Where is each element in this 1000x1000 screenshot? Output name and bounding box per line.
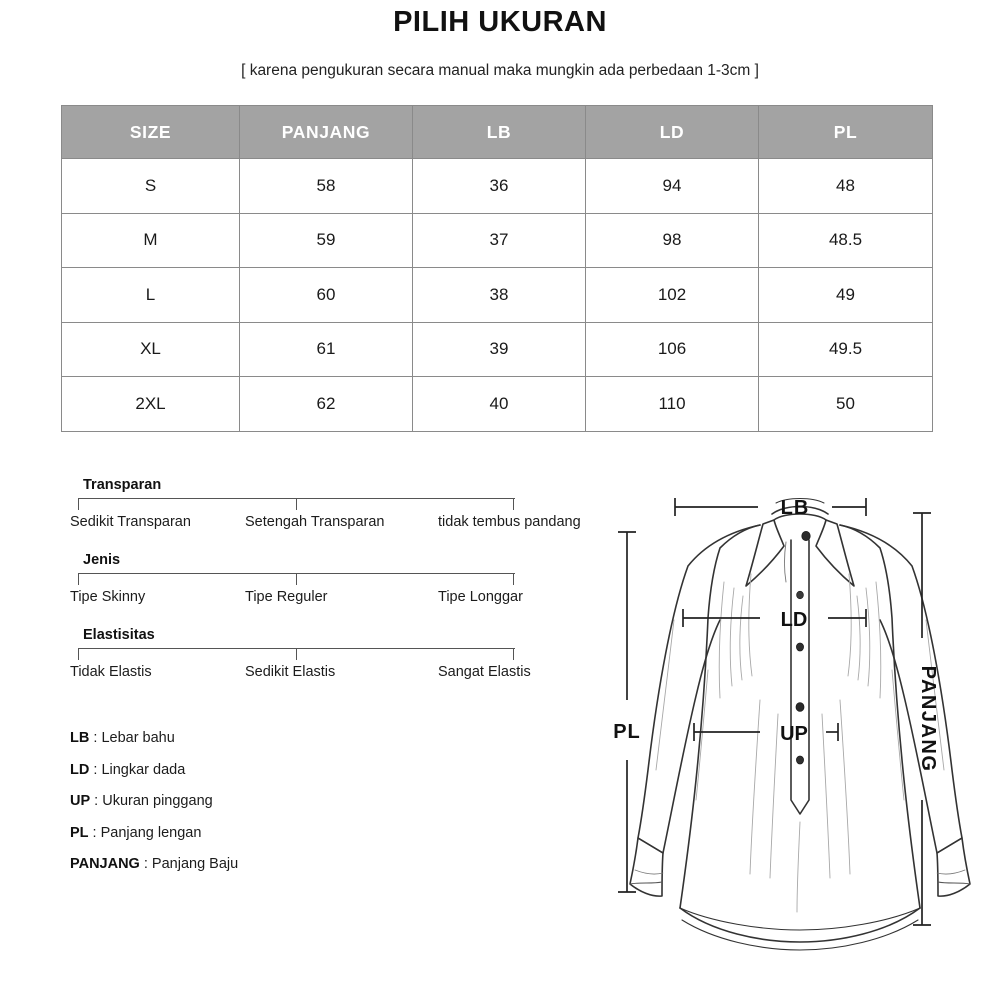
cell-panjang: 60 bbox=[240, 268, 413, 323]
cell-size: 2XL bbox=[62, 377, 240, 432]
cell-pl: 49.5 bbox=[759, 322, 933, 377]
measurement-label-lb: LB bbox=[780, 497, 810, 519]
measurement-label-ld: LD bbox=[780, 609, 808, 631]
cell-lb: 38 bbox=[413, 268, 586, 323]
scale-tick-center bbox=[296, 574, 297, 585]
cell-panjang: 62 bbox=[240, 377, 413, 432]
scale-label-right: Tipe Longgar bbox=[438, 589, 523, 605]
column-header-lb: LB bbox=[413, 106, 586, 159]
measurement-line-up bbox=[694, 723, 838, 745]
scale-bar-jenis bbox=[78, 573, 515, 584]
cell-ld: 110 bbox=[586, 377, 759, 432]
scale-tick-left bbox=[78, 499, 79, 510]
legend-item-panjang bbox=[70, 856, 490, 872]
legend-description: Ukuran pinggang bbox=[102, 793, 213, 809]
measurement-label-panjang: PANJANG bbox=[917, 665, 939, 773]
measurement-line-pl bbox=[613, 532, 641, 892]
scale-heading-jenis: Jenis bbox=[83, 552, 121, 568]
cell-size: L bbox=[62, 268, 240, 323]
scale-label-left: Sedikit Transparan bbox=[70, 514, 191, 530]
abbreviation-legend bbox=[70, 730, 490, 888]
cell-size: XL bbox=[62, 322, 240, 377]
measurement-label-up: UP bbox=[780, 723, 808, 745]
cell-panjang: 59 bbox=[240, 213, 413, 268]
scale-tick-center bbox=[296, 499, 297, 510]
scale-label-middle: Setengah Transparan bbox=[245, 514, 385, 530]
legend-abbr: PANJANG bbox=[70, 856, 140, 872]
legend-item-up bbox=[70, 793, 490, 809]
legend-abbr: PL bbox=[70, 824, 89, 841]
scale-label-left: Tidak Elastis bbox=[70, 664, 152, 680]
scale-bar-elastisitas bbox=[78, 648, 515, 659]
cell-lb: 39 bbox=[413, 322, 586, 377]
page-subtitle: [ karena pengukuran secara manual maka mungkin ada perbedaan 1-3cm ] bbox=[241, 62, 759, 79]
cell-ld: 102 bbox=[586, 268, 759, 323]
scale-label-right: tidak tembus pandang bbox=[438, 514, 581, 530]
scale-label-middle: Sedikit Elastis bbox=[245, 664, 336, 680]
cell-pl: 49 bbox=[759, 268, 933, 323]
table-row bbox=[62, 322, 933, 377]
cell-ld: 98 bbox=[586, 213, 759, 268]
cell-pl: 50 bbox=[759, 377, 933, 432]
measurement-line-ld bbox=[683, 609, 866, 631]
scale-bar-transparan bbox=[78, 498, 515, 509]
legend-abbr: LD bbox=[70, 761, 90, 778]
scale-tick-right bbox=[513, 574, 514, 585]
cell-pl: 48 bbox=[759, 159, 933, 214]
column-header-panjang: PANJANG bbox=[240, 106, 413, 159]
table-row bbox=[62, 268, 933, 323]
scale-heading-elastisitas: Elastisitas bbox=[83, 627, 155, 643]
legend-separator: : bbox=[139, 856, 152, 872]
cell-panjang: 58 bbox=[240, 159, 413, 214]
legend-item-ld bbox=[70, 762, 490, 778]
size-chart-table bbox=[61, 105, 933, 432]
garment-measurement-diagram bbox=[600, 470, 1000, 970]
scale-tick-right bbox=[513, 649, 514, 660]
cell-ld: 94 bbox=[586, 159, 759, 214]
scale-label-left: Tipe Skinny bbox=[70, 589, 146, 605]
table-row bbox=[62, 159, 933, 214]
legend-description: Panjang Baju bbox=[151, 856, 239, 872]
legend-abbr: UP bbox=[70, 793, 91, 809]
measurement-line-lb bbox=[675, 497, 866, 519]
cell-lb: 36 bbox=[413, 159, 586, 214]
scale-tick-center bbox=[296, 649, 297, 660]
scale-tick-left bbox=[78, 649, 79, 660]
legend-separator: : bbox=[89, 730, 102, 746]
legend-abbr: LB bbox=[70, 730, 90, 746]
scale-label-right: Sangat Elastis bbox=[438, 664, 531, 680]
column-header-pl: PL bbox=[759, 106, 933, 159]
measurement-line-panjang bbox=[913, 513, 939, 925]
cell-pl: 48.5 bbox=[759, 213, 933, 268]
scale-tick-left bbox=[78, 574, 79, 585]
legend-item-pl bbox=[70, 825, 490, 841]
table-row bbox=[62, 213, 933, 268]
legend-separator: : bbox=[89, 761, 102, 778]
legend-separator: : bbox=[88, 824, 101, 841]
legend-separator: : bbox=[90, 793, 103, 809]
measurement-label-pl: PL bbox=[613, 721, 641, 743]
cell-panjang: 61 bbox=[240, 322, 413, 377]
cell-ld: 106 bbox=[586, 322, 759, 377]
cell-size: M bbox=[62, 213, 240, 268]
scale-tick-right bbox=[513, 499, 514, 510]
legend-description: Lingkar dada bbox=[101, 761, 186, 778]
legend-description: Lebar bahu bbox=[101, 730, 175, 746]
scale-label-middle: Tipe Reguler bbox=[245, 589, 328, 605]
page-title: PILIH UKURAN bbox=[393, 6, 607, 38]
cell-size: S bbox=[62, 159, 240, 214]
legend-item-lb bbox=[70, 730, 490, 746]
scale-heading-transparan: Transparan bbox=[83, 477, 162, 493]
legend-description: Panjang lengan bbox=[100, 824, 202, 841]
column-header-size: SIZE bbox=[62, 106, 240, 159]
cell-lb: 37 bbox=[413, 213, 586, 268]
column-header-ld: LD bbox=[586, 106, 759, 159]
table-header-row bbox=[62, 106, 933, 159]
cell-lb: 40 bbox=[413, 377, 586, 432]
table-row bbox=[62, 377, 933, 432]
